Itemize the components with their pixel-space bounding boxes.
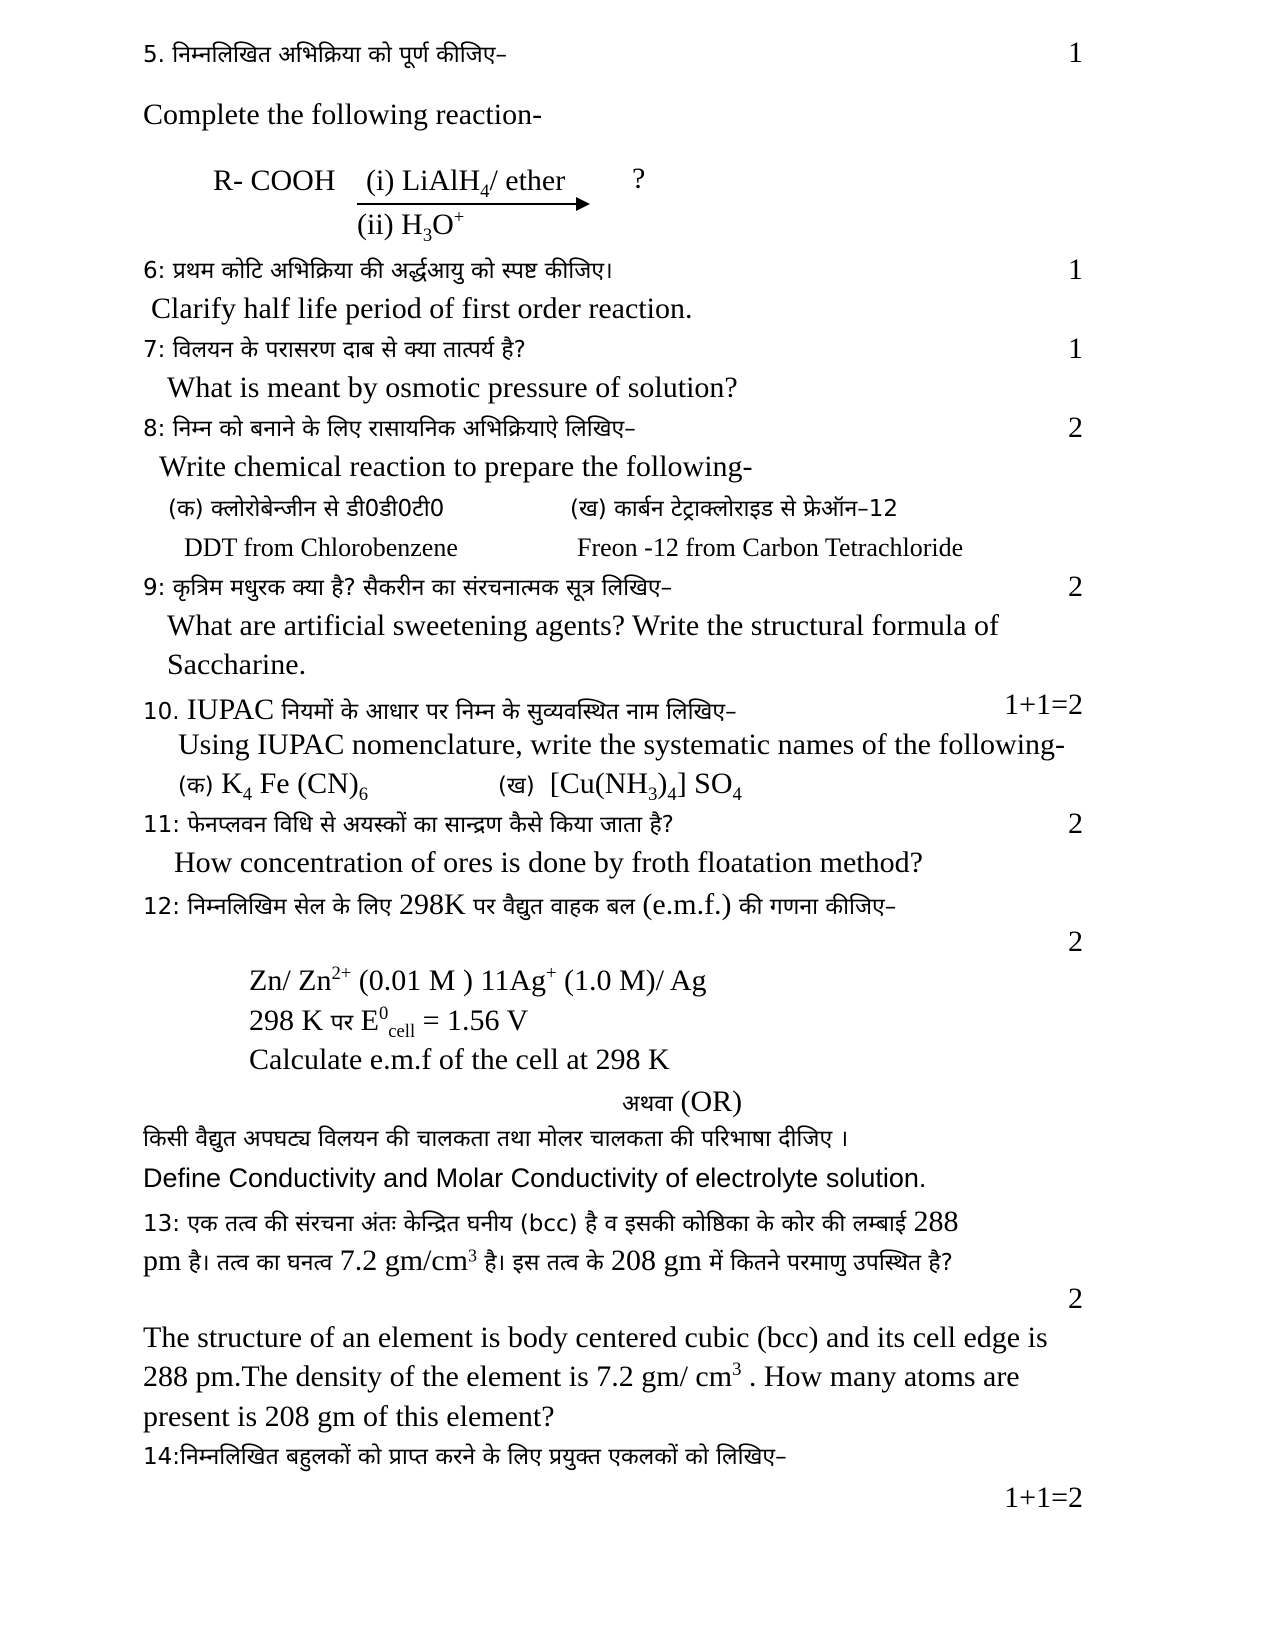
q11-english: How concentration of ores is done by froth floatation method? <box>174 846 923 879</box>
q12-hindi: 12: निम्नलिखिम सेल के लिए 298K पर वैद्युत वाहक बल (e.m.f.) की गणना कीजिए– <box>143 888 897 921</box>
or-divider: अथवा (OR) <box>622 1085 743 1118</box>
q5-hindi: 5. निम्नलिखित अभिक्रिया को पूर्ण कीजिए– <box>143 42 507 68</box>
q8-english: Write chemical reaction to prepare the following- <box>159 450 753 483</box>
q11-hindi: 11: फेनप्लवन विधि से अयस्कों का सान्द्रण कैसे किया जाता है? <box>143 812 674 838</box>
q5-reactant: R- COOH <box>213 164 336 197</box>
q14-marks: 1+1=2 <box>1004 1481 1083 1514</box>
q10-english: Using IUPAC nomenclature, write the systematic names of the following- <box>178 728 1066 761</box>
reaction-arrow <box>357 203 588 205</box>
q5-marks: 1 <box>1068 36 1083 69</box>
q5-reagent-bottom: (ii) $H_3O^+$ <box>357 207 465 246</box>
q8-b-hindi: (ख) कार्बन टेट्राक्लोराइड से फ्रेऑन–12 <box>570 496 899 522</box>
q13-marks: 2 <box>1068 1282 1083 1315</box>
q12-cell-notation: Zn/ $Zn^{2+}$ (0.01 M ) 11Ag+ (1.0 M)/ Ag <box>249 963 707 997</box>
q8-marks: 2 <box>1068 411 1083 444</box>
q9-english-line2: Saccharine. <box>167 648 307 681</box>
q10-marks: 1+1=2 <box>1004 688 1083 721</box>
q13-english-line3: present is 208 gm of this element? <box>143 1400 555 1433</box>
q7-hindi: 7: विलयन के परासरण दाब से क्या तात्पर्य है? <box>143 337 526 363</box>
q9-hindi: 9: कृत्रिम मधुरक क्या है? सैकरीन का संरचनात्मक सूत्र लिखिए– <box>143 575 673 601</box>
q5-english: Complete the following reaction- <box>143 98 543 131</box>
q9-english-line1: What are artificial sweetening agents? Write the structural formula of <box>167 609 1000 642</box>
q12-alt-hindi: किसी वैद्युत अपघट्य विलयन की चालकता तथा मोलर चालकता की परिभाषा दीजिए । <box>143 1126 849 1152</box>
q14-hindi: 14:निम्नलिखित बहुलकों को प्राप्त करने के लिए प्रयुक्त एकलकों को लिखिए– <box>143 1444 787 1470</box>
q6-marks: 1 <box>1068 253 1083 286</box>
q13-english-line1: The structure of an element is body centered cubic (bcc) and its cell edge is <box>143 1321 1048 1354</box>
q9-marks: 2 <box>1068 570 1083 603</box>
q12-alt-english: Define Conductivity and Molar Conductivity of electrolyte solution. <box>143 1163 927 1193</box>
q10-hindi: 10. IUPAC नियमों के आधार पर निम्न के सुव्यवस्थित नाम लिखिए– <box>143 693 737 726</box>
q11-marks: 2 <box>1068 807 1083 840</box>
q12-standard-emf: 298 K पर $E^0_{cell} = 1.56$ V <box>249 1003 529 1042</box>
q13-english-line2: 288 pm.The density of the element is 7.2 gm/ $cm^3$ . How many atoms are <box>143 1359 1020 1393</box>
q7-marks: 1 <box>1068 332 1083 365</box>
q10-a-formula: (क) $K_4$ Fe $(CN)_6$ <box>178 767 369 805</box>
q5-product: ? <box>632 162 646 195</box>
q12-marks: 2 <box>1068 925 1083 958</box>
q10-b-formula: (ख) $[Cu(NH_3)_4]$ $SO_4$ <box>498 767 742 805</box>
q8-b-english: Freon -12 from Carbon Tetrachloride <box>577 533 964 562</box>
q8-a-hindi: (क) क्लोरोबेन्जीन से डी0डी0टी0 <box>168 496 445 522</box>
q12-calculate: Calculate e.m.f of the cell at 298 K <box>249 1043 670 1076</box>
q8-hindi: 8: निम्न को बनाने के लिए रासायनिक अभिक्रियाऐ लिखिए– <box>143 416 636 442</box>
q5-reagent-top: (i) LiAlH$_4$/ ether <box>366 164 566 202</box>
q13-hindi-line1: 13: एक तत्व की संरचना अंतः केन्द्रित घनीय (bcc) है व इसकी कोष्ठिका के कोर की लम्बाई 288 <box>143 1205 959 1238</box>
q7-english: What is meant by osmotic pressure of solution? <box>167 371 738 404</box>
q13-hindi-line2: pm है। तत्व का घनत्व 7.2 $gm/cm^3$ है। इस तत्व के 208 gm में कितने परमाणु उपस्थित है? <box>143 1244 953 1277</box>
q6-english: Clarify half life period of first order reaction. <box>151 292 693 325</box>
q8-a-english: DDT from Chlorobenzene <box>184 533 458 562</box>
q6-hindi: 6: प्रथम कोटि अभिक्रिया की अर्द्धआयु को स्पष्ट कीजिए। <box>143 258 613 284</box>
